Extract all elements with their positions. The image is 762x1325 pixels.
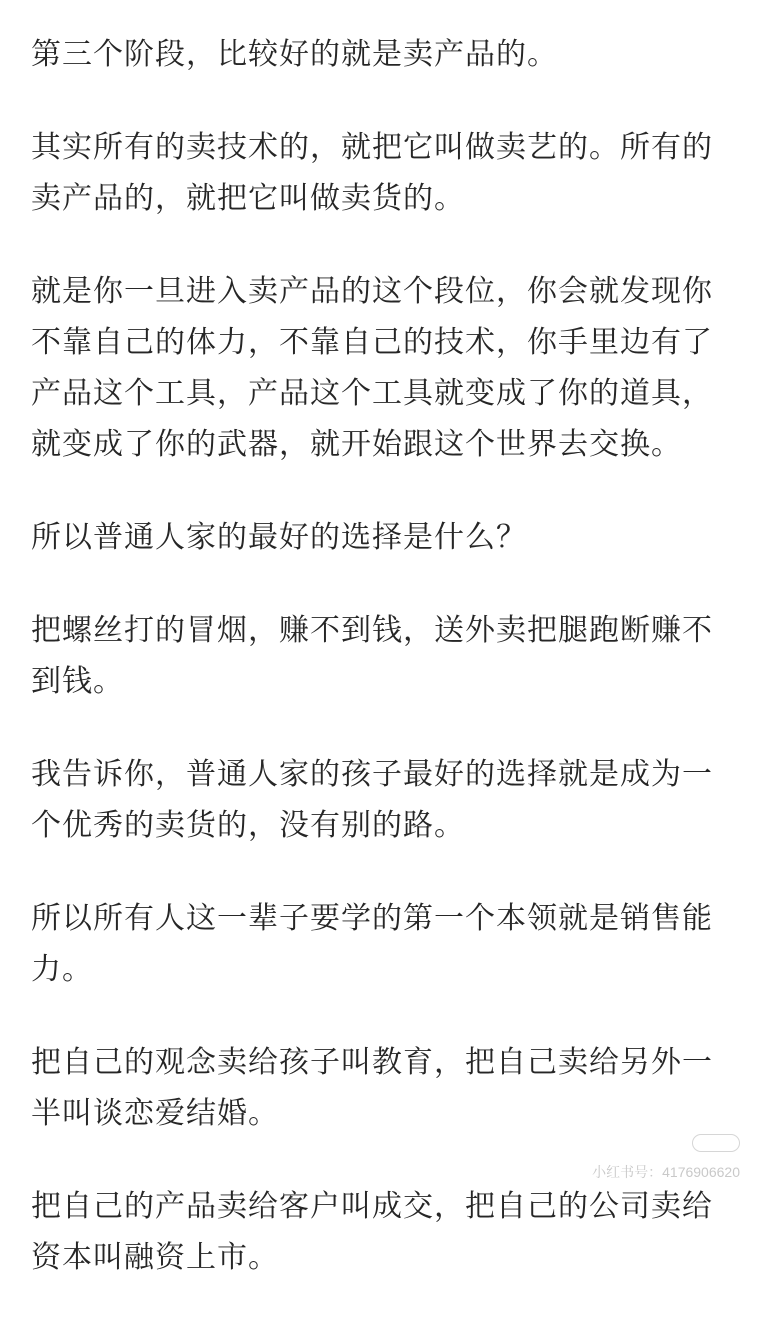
text-line: 第三个阶段，比较好的就是卖产品的。 [31, 37, 558, 72]
article-body [31, 29, 743, 1325]
text-line: 把螺丝打的冒烟，赚不到钱，送外卖把腿跑断赚不 [31, 613, 713, 648]
text-line: 半叫谈恋爱结婚。 [31, 1096, 279, 1131]
text-line: 其实所有的卖技术的，就把它叫做卖艺的。所有的 [31, 130, 713, 165]
watermark [592, 1162, 740, 1182]
text-line: 不靠自己的体力，不靠自己的技术，你手里边有了 [31, 325, 713, 360]
text-line: 就变成了你的武器，就开始跟这个世界去交换。 [31, 427, 682, 462]
text-line: 个优秀的卖货的，没有别的路。 [31, 808, 465, 843]
paragraph [31, 512, 743, 563]
paragraph [31, 1037, 743, 1139]
paragraph [31, 29, 743, 80]
text-line: 力。 [31, 952, 93, 987]
text-line: 把自己的观念卖给孩子叫教育，把自己卖给另外一 [31, 1045, 713, 1080]
text-line: 卖产品的，就把它叫做卖货的。 [31, 181, 465, 216]
text-line: 把自己的产品卖给客户叫成交，把自己的公司卖给 [31, 1189, 713, 1224]
xiaohongshu-logo-icon [692, 1134, 740, 1152]
text-line: 就是你一旦进入卖产品的这个段位，你会就发现你 [31, 274, 713, 309]
text-line: 资本叫融资上市。 [31, 1240, 279, 1275]
paragraph [31, 122, 743, 224]
paragraph [31, 605, 743, 707]
text-line: 到钱。 [31, 664, 124, 699]
paragraph [31, 1181, 743, 1283]
paragraph [31, 893, 743, 995]
paragraph [31, 749, 743, 851]
text-line: 我告诉你，普通人家的孩子最好的选择就是成为一 [31, 757, 713, 792]
watermark-text: 小红书号：4176906620 [592, 1164, 740, 1180]
text-line: 所以所有人这一辈子要学的第一个本领就是销售能 [31, 901, 713, 936]
paragraph [31, 266, 743, 470]
text-line: 所以普通人家的最好的选择是什么？ [31, 520, 527, 555]
text-line: 产品这个工具，产品这个工具就变成了你的道具， [31, 376, 713, 411]
